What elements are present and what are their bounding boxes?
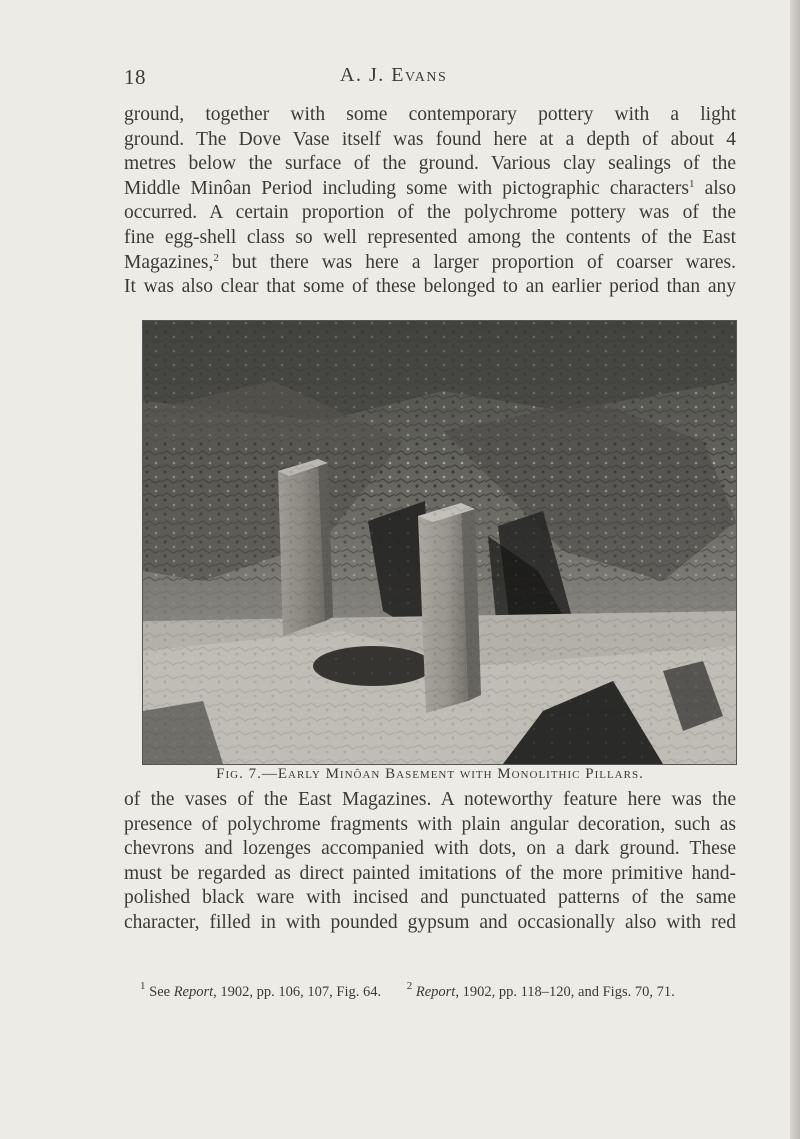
page-number: 18 <box>124 65 146 89</box>
text-line: chevrons and lozenges accompanied with dots, on a dark ground. These <box>124 838 736 860</box>
running-head: A. J. Evans <box>340 64 448 86</box>
text-line: It was also clear that some of these belonged to an earlier period than any <box>124 276 736 298</box>
footnote-1 <box>140 980 382 1000</box>
text-line: metres below the surface of the ground. Various clay sealings of the <box>124 153 736 175</box>
footnote-number: 2 <box>406 980 413 992</box>
text-line: presence of polychrome fragments with plain angular decoration, such as <box>124 813 736 835</box>
text-line: fine egg-shell class so well represented among the contents of the East <box>124 226 736 248</box>
text-line: occurred. A certain proportion of the polychrome pottery was of the <box>124 202 736 224</box>
text-fragment: Middle Minôan Period including some with pictographic characters <box>124 177 689 199</box>
text-line: ground, together with some contemporary pottery with a light <box>124 104 736 125</box>
footnote-title: Report <box>173 984 214 1000</box>
text-fragment: but there was here a larger proportion of coarser wares. <box>218 251 736 273</box>
footnote-text: See <box>145 984 174 1000</box>
page-edge <box>790 0 800 1139</box>
text-line: polished black ware with incised and punctuated patterns of the same <box>124 887 736 909</box>
footnote-number: 1 <box>140 980 146 992</box>
text-line: must be regarded as direct painted imitations of the more primitive hand- <box>124 862 736 884</box>
text-line: of the vases of the East Magazines. A noteworthy feature here was the <box>124 789 736 810</box>
paragraph-2 <box>124 788 736 936</box>
footnote-2 <box>406 980 675 1000</box>
footnote-text: , 1902, pp. 118–120, and Figs. 70, 71. <box>455 984 675 1000</box>
text-line: character, filled in with pounded gypsum and occasionally also with red <box>124 911 736 933</box>
text-line <box>124 251 736 276</box>
footnote-mark: 2 <box>213 251 219 264</box>
figure-caption: Fig. 7.—Early Minôan Basement with Monolithic Pillars. <box>216 766 644 782</box>
text-line <box>124 177 736 202</box>
text-fragment: also <box>694 177 736 199</box>
footnote-mark: 1 <box>688 177 695 190</box>
footnotes <box>140 980 740 1001</box>
text-fragment: Magazines, <box>124 251 214 273</box>
footnote-text: , 1902, pp. 106, 107, Fig. 64. <box>213 984 382 1000</box>
footnote-title: Report <box>415 984 456 1000</box>
text-line: ground. The Dove Vase itself was found here at a depth of about 4 <box>124 128 736 150</box>
figure-photograph <box>142 320 737 765</box>
paragraph-1 <box>124 103 736 300</box>
